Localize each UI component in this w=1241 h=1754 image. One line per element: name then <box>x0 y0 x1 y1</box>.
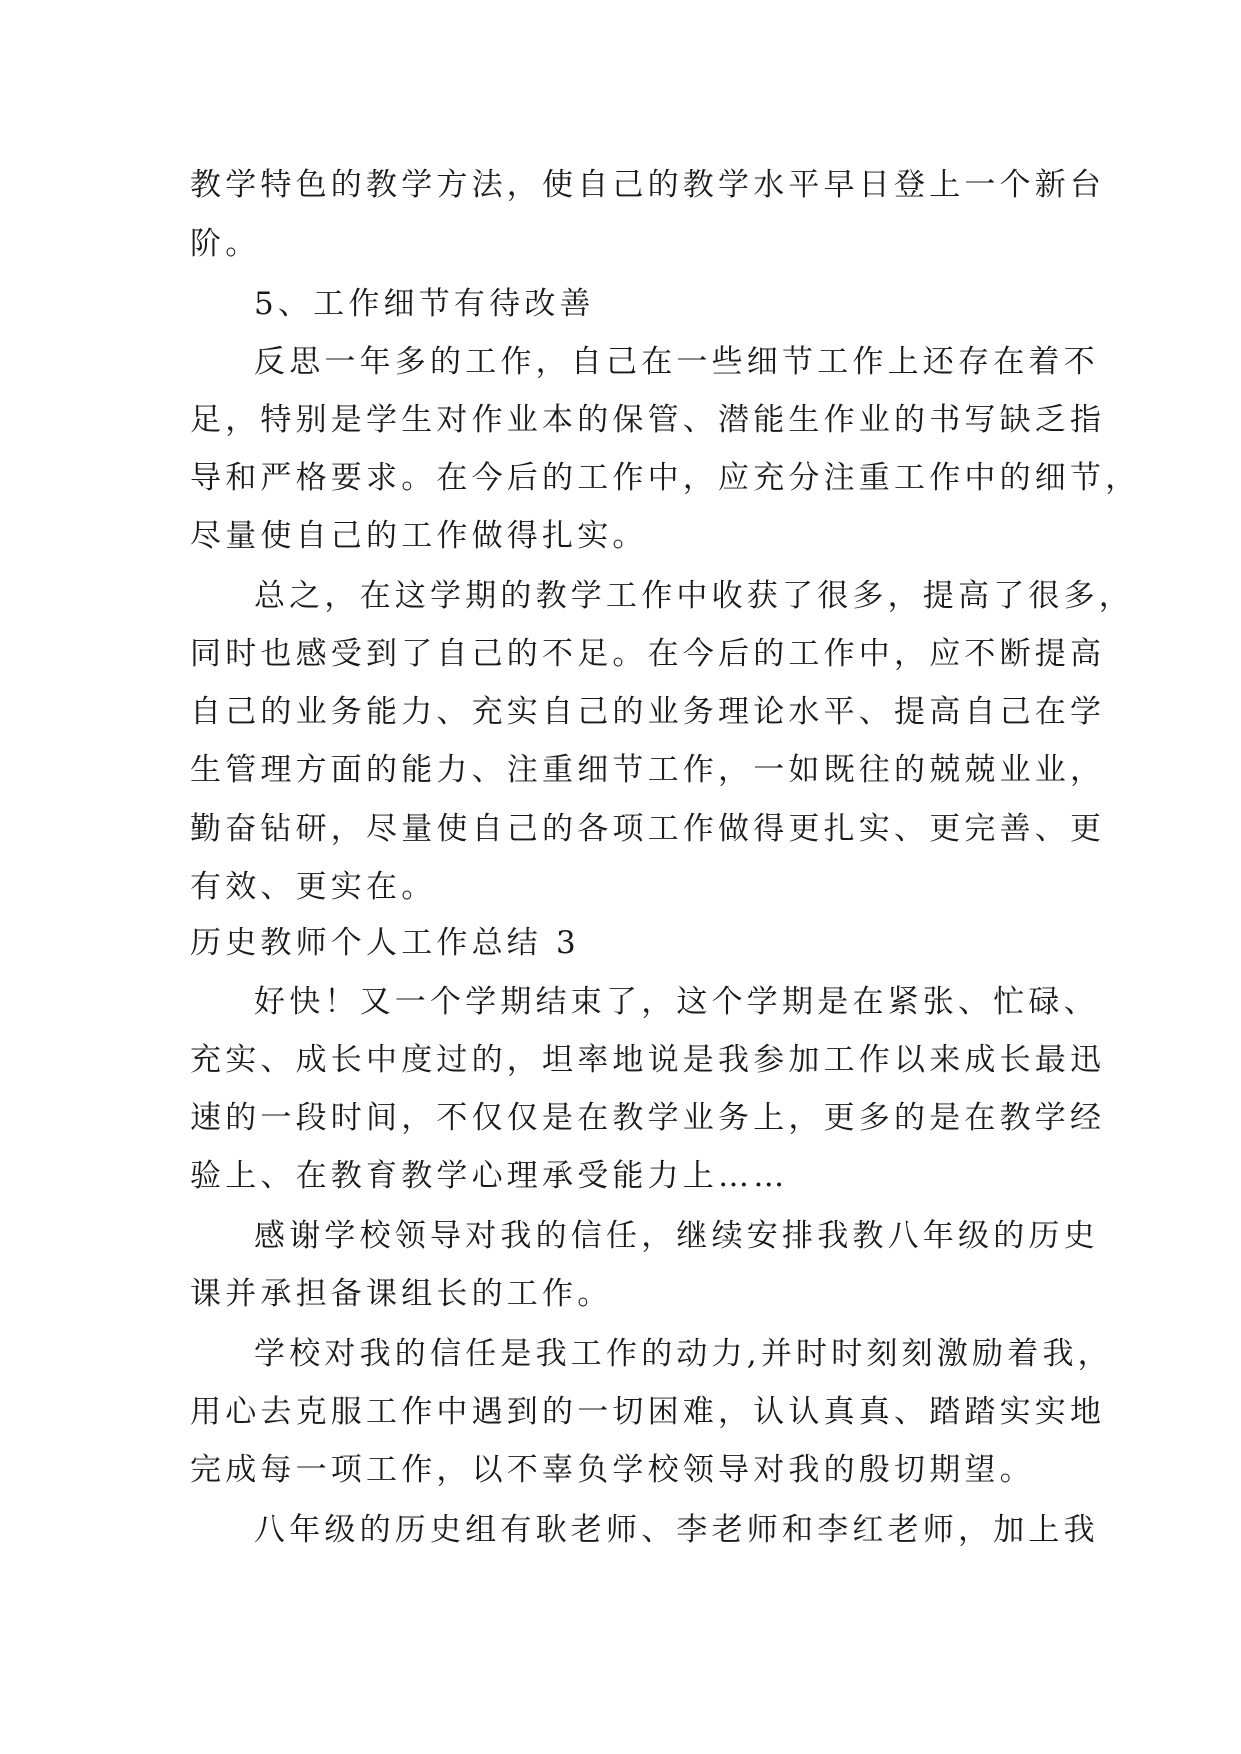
text-line: 反思一年多的工作，自己在一些细节工作上还存在着不 <box>254 344 1099 380</box>
text-line: 完成每一项工作，以不辜负学校领导对我的殷切期望。 <box>190 1452 1035 1488</box>
text-line: 教学特色的教学方法，使自己的教学水平早日登上一个新台 <box>190 167 1106 203</box>
text-line: 八年级的历史组有耿老师、李老师和李红老师，加上我 <box>254 1512 1099 1548</box>
text-line: 自己的业务能力、充实自己的业务理论水平、提高自己在学 <box>190 694 1106 730</box>
text-line: 生管理方面的能力、注重细节工作，一如既往的兢兢业业， <box>190 752 1106 788</box>
text-line: 感谢学校领导对我的信任，继续安排我教八年级的历史 <box>254 1218 1099 1254</box>
text-line: 学校对我的信任是我工作的动力,并时时刻刻激励着我， <box>254 1336 1113 1372</box>
section-heading: 5、工作细节有待改善 <box>254 286 595 322</box>
text-line: 尽量使自己的工作做得扎实。 <box>190 518 648 554</box>
text-line: 速的一段时间，不仅仅是在教学业务上，更多的是在教学经 <box>190 1100 1106 1136</box>
text-line: 用心去克服工作中遇到的一切困难，认认真真、踏踏实实地 <box>190 1394 1106 1430</box>
text-line: 好快！又一个学期结束了，这个学期是在紧张、忙碌、 <box>254 984 1099 1020</box>
text-line: 有效、更实在。 <box>190 869 437 905</box>
text-line: 验上、在教育教学心理承受能力上…… <box>190 1158 789 1194</box>
text-line: 足，特别是学生对作业本的保管、潜能生作业的书写缺乏指 <box>190 402 1106 438</box>
text-line: 导和严格要求。在今后的工作中，应充分注重工作中的细节， <box>190 460 1141 496</box>
text-line: 总之，在这学期的教学工作中收获了很多，提高了很多， <box>254 578 1134 614</box>
text-line: 阶。 <box>190 226 261 262</box>
article-title: 历史教师个人工作总结 3 <box>190 925 580 961</box>
text-line: 勤奋钻研，尽量使自己的各项工作做得更扎实、更完善、更 <box>190 811 1106 847</box>
text-line: 充实、成长中度过的，坦率地说是我参加工作以来成长最迅 <box>190 1042 1106 1078</box>
text-line: 课并承担备课组长的工作。 <box>190 1276 613 1312</box>
text-line: 同时也感受到了自己的不足。在今后的工作中，应不断提高 <box>190 636 1106 672</box>
